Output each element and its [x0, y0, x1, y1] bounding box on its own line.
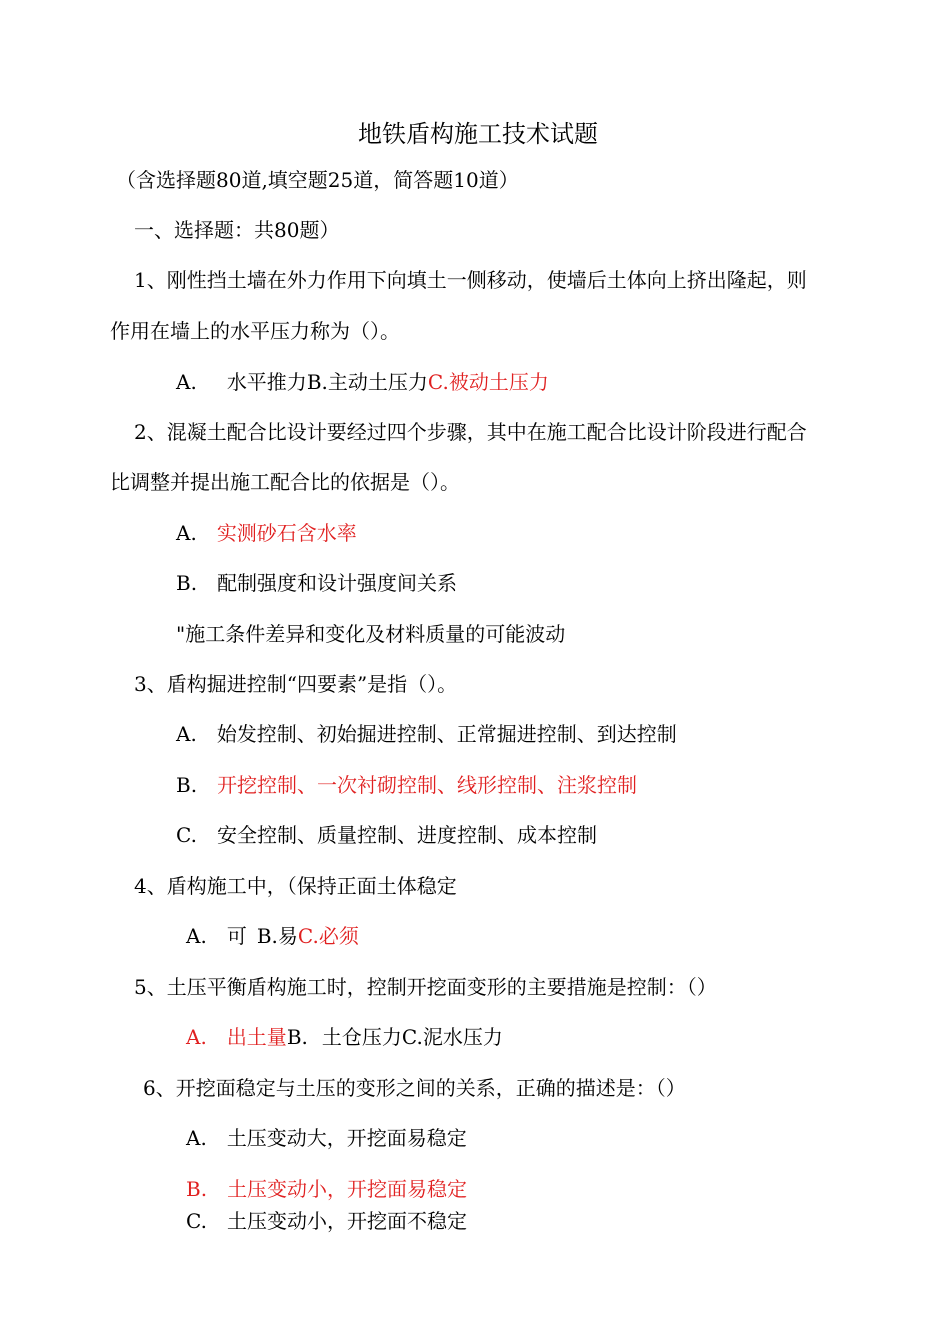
q6-option-b: [186, 1175, 467, 1203]
q5-option-b: 土仓压力: [321, 1025, 402, 1049]
q3-option-c: [176, 821, 597, 849]
q1-stem-line1: 1、刚性挡土墙在外力作用下向填土一侧移动，使墙后土体向上挤出隆起，则: [134, 268, 807, 292]
q5-option-a-label: A.: [186, 1025, 207, 1049]
q1-option-b: B.主动土压力: [306, 370, 428, 394]
q4-stem: 4、盾构施工中，（保持正面土体稳定: [134, 874, 457, 898]
q5-option-c: C.泥水压力: [401, 1025, 503, 1049]
q3-option-b-label: B.: [176, 773, 198, 797]
q3-option-c-label: C.: [176, 823, 197, 847]
q2-option-b: [176, 569, 457, 597]
q2-stem-line1: 2、混凝土配合比设计要经过四个步骤，其中在施工配合比设计阶段进行配合: [134, 420, 807, 444]
q6-option-a-label: A.: [186, 1126, 207, 1150]
q2-option-a: [176, 519, 357, 547]
q6-option-a: [186, 1124, 467, 1152]
doc-subtitle: （含选择题80道,填空题25道，简答题10道）: [116, 168, 519, 192]
doc-title: 地铁盾构施工技术试题: [358, 120, 598, 148]
q2-option-c: "施工条件差异和变化及材料质量的可能波动: [176, 622, 566, 646]
q5-option-b-label: B.: [286, 1025, 308, 1049]
q3-option-c-text: 安全控制、质量控制、进度控制、成本控制: [216, 823, 597, 847]
q2-option-b-text: 配制强度和设计强度间关系: [217, 571, 458, 595]
q6-option-b-label: B.: [186, 1177, 208, 1201]
q1-option-a-label: A.: [176, 370, 197, 394]
section-heading: 一、选择题：共80题）: [134, 218, 340, 242]
q1-stem-line2: 作用在墙上的水平压力称为（）。: [110, 319, 400, 343]
q4-option-c-answer: C.必须: [297, 924, 359, 948]
q5-option-a-answer: 出土量: [226, 1025, 287, 1049]
q4-option-a: 可: [226, 924, 247, 948]
q3-stem: 3、盾构掘进控制“四要素”是指（）。: [134, 672, 458, 696]
q4-option-a-label: A.: [186, 924, 207, 948]
q3-option-a: [176, 720, 677, 748]
q1-option-a: 水平推力: [226, 370, 307, 394]
q6-stem: 6、开挖面稳定与土压的变形之间的关系，正确的描述是：（）: [143, 1076, 686, 1100]
q6-option-a-text: 土压变动大，开挖面易稳定: [226, 1126, 467, 1150]
q2-option-a-label: A.: [176, 521, 197, 545]
q6-option-c-text: 土压变动小，开挖面不稳定: [226, 1209, 467, 1233]
q3-option-b-answer: 开挖控制、一次衬砌控制、线形控制、注浆控制: [217, 773, 638, 797]
q2-option-a-answer: 实测砂石含水率: [216, 521, 357, 545]
q2-option-b-label: B.: [176, 571, 198, 595]
q3-option-b: [176, 771, 637, 799]
q1-option-c-answer: C.被动土压力: [427, 370, 549, 394]
q5-options: [186, 1023, 503, 1051]
q2-stem-line2: 比调整并提出施工配合比的依据是（）。: [110, 470, 460, 494]
q5-stem: 5、土压平衡盾构施工时，控制开挖面变形的主要措施是控制：（）: [134, 975, 717, 999]
q1-options: [176, 368, 549, 396]
q3-option-a-label: A.: [176, 722, 197, 746]
q4-option-b: B.易: [256, 924, 298, 948]
q4-options: [186, 922, 359, 950]
q3-option-a-text: 始发控制、初始掘进控制、正常掘进控制、到达控制: [216, 722, 677, 746]
q6-option-b-answer: 土压变动小，开挖面易稳定: [227, 1177, 468, 1201]
q6-option-c-label: C.: [186, 1209, 207, 1233]
q6-option-c: [186, 1207, 467, 1235]
